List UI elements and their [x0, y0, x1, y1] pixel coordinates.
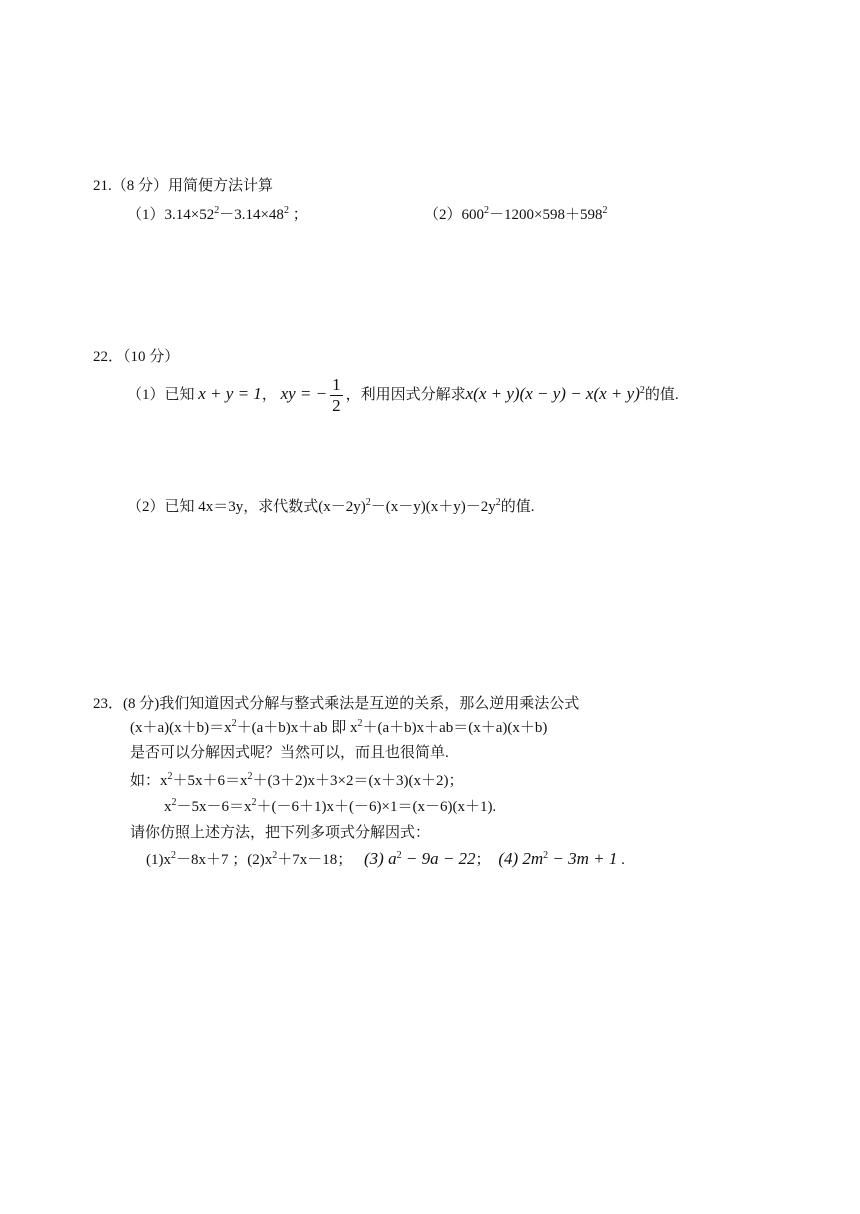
q23-tasks — [146, 849, 625, 870]
q23-task3: (3) $a^2 - 9a - 22$； — [364, 849, 491, 868]
q23-line3: 是否可以分解因式呢？当然可以，而且也很简单. — [130, 745, 449, 761]
q22-fraction: $\frac{1}{2}$ — [332, 375, 341, 416]
q23-instruction: 请你仿照上述方法，把下列多项式分解因式： — [130, 825, 431, 841]
q21-part1: $(1)3.14\times 52^2-3.14\times 48^2$ ； — [127, 205, 308, 223]
q21-part2: $(2)600^2-1200\times 598+598^2$ — [424, 205, 608, 223]
q22-heading: 22．（10 分） — [93, 349, 180, 365]
q23-heading: 23．(8 分)我们知道因式分解与整式乘法是互逆的关系，那么逆用乘法公式 — [93, 696, 580, 712]
q21-heading: 21.（8 分）用简便方法计算 — [93, 178, 274, 194]
q22-part2: （2）已知 4x＝3y，求代数式$(x-2y)^2-(x-y)(x+y)-2y^2$的值. — [127, 497, 535, 515]
q23-example1: 如：$x^2+5x+6=x^2+(3+2)x+3\times 2=(x+3)(x+2)$； — [130, 771, 464, 789]
q23-example2: $x^2-5x-6=x^2+(-6+1)x+(-6)\times 1=(x-6)(x+1)$. — [164, 797, 497, 815]
q22-equation-product: xy = − — [280, 384, 328, 403]
q23-formula: $(x+a)(x+b)=x^2+(a+b)x+ab$ 即 $x^2+(a+b)x+ab=(x+a)(x+b)$ — [130, 718, 548, 736]
q23-task4: (4) $2m^2 - 3m + 1$ . — [498, 849, 625, 868]
q23-task1: $(1)x^2-8x+7$ ；$(2)x^2+7x-18$； — [146, 850, 353, 868]
q22-expression: x(x + y)(x − y) − x(x + y) — [465, 384, 640, 403]
q22-part1: （1）已知 x + y = 1， xy = − $\frac{1}{2}$ ，利用因式分解求$x(x + y)(x - y) - x(x + y)^2$的值. — [127, 375, 679, 416]
q22-equation-sum: x + y = 1 — [198, 384, 262, 403]
